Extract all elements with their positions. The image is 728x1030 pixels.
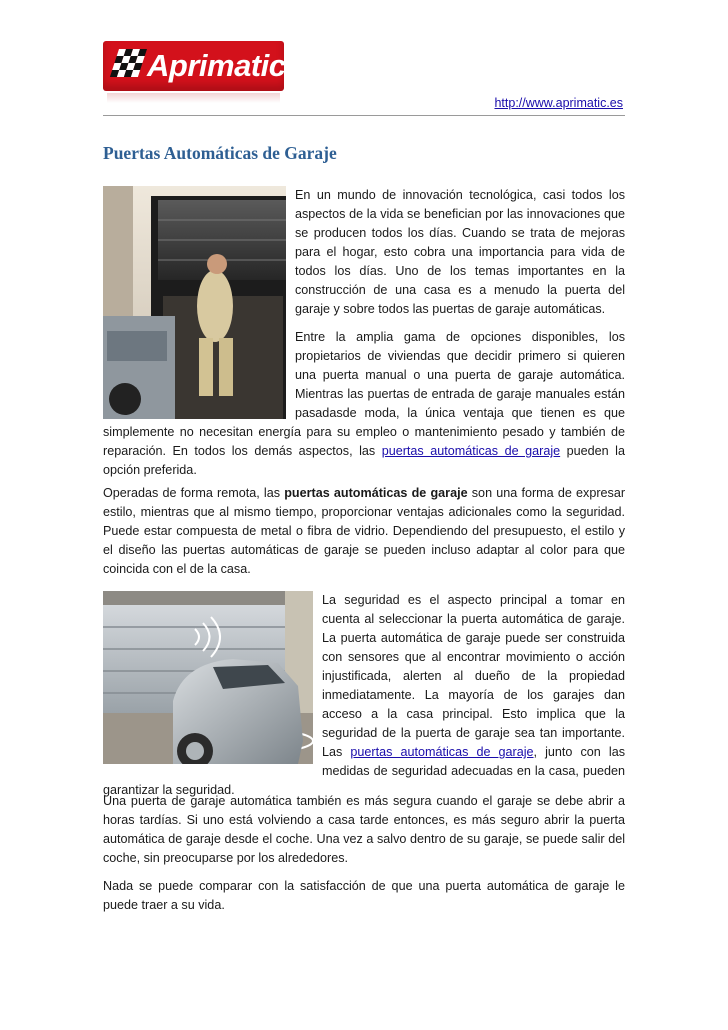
logo-reflection xyxy=(107,93,280,103)
header-divider xyxy=(103,115,625,116)
paragraph-1: En un mundo de innovación tecnológica, casi todos los aspectos de la vida se benefician por las innovaciones que se producen todos los días. Cuando se trata de mejoras para el hogar, esto cobra una importancia para vida de todos los días. Uno de los temas importantes en la construcción de una casa es a menudo la puerta del garaje y sobre todos las puertas de garaje automáticas. xyxy=(295,188,625,316)
car-remote-garage-door-photo xyxy=(103,591,313,764)
page-title: Puertas Automáticas de Garaje xyxy=(103,143,337,163)
aprimatic-logo xyxy=(103,41,284,103)
article-section-4 xyxy=(103,792,625,924)
article-section-3 xyxy=(103,591,625,809)
article-section-2 xyxy=(103,484,625,588)
paragraph-2: Entre la amplia gama de opciones disponibles, los propietarios de viviendas que decidir primero si quieren una puerta manual o una puerta de garaje automática. Mientras las puertas de entrada de garaje manuales están pasadasde moda, la única ventaja que tienen es que simplemente no necesitan energía para su empleo o mantenimiento pesado y también de reparación. En todos los demás aspectos, las puertas automáticas de garaje pueden la opción preferida. xyxy=(103,330,625,477)
paragraph-3: Operadas de forma remota, las puertas automáticas de garaje son una forma de expresar estilo, mientras que al mismo tiempo, proporcionar ventajas adicionales como la seguridad. Puede estar compuesta de metal o fibra de vidrio. Dependiendo del presupuesto, el estilo y el diseño las puertas automáticas de garaje se pueden incluso adaptar al color para que coincida con el de la casa. xyxy=(103,486,626,576)
paragraph-4: La seguridad es el aspecto principal a tomar en cuenta al seleccionar la puerta automática de garaje. La puerta automática de garaje puede ser construida con sensores que al encontrar movimiento o acción injustificada, alerten al dueño de la propiedad inmediatamente. La mayoría de los garajes dan acceso a la casa principal. Esto implica que la seguridad de la puerta de garaje sea tan importante. Las puertas automáticas de garaje, junto con las medidas de seguridad adecuadas en la casa, pueden garantizar la seguridad. xyxy=(103,593,625,797)
logo-text: Aprimatic xyxy=(147,48,286,83)
website-url-link[interactable]: http://www.aprimatic.es xyxy=(494,96,623,110)
checkered-flag-icon xyxy=(109,49,147,83)
paragraph-6: Nada se puede comparar con la satisfacción de que una puerta automática de garaje le puede traer a su vida. xyxy=(103,879,625,912)
garage-doors-link-2[interactable]: puertas automáticas de garaje xyxy=(350,745,534,759)
paragraph-5: Una puerta de garaje automática también es más segura cuando el garaje se debe abrir a horas tardías. Si uno está volviendo a casa tarde entonces, es más seguro abrir la puerta automática de garaje desde el coche. Una vez a salvo dentro de su garaje, se puede salir del coche, sin preocuparse por los alrededores. xyxy=(103,794,625,865)
article-section-1 xyxy=(103,186,625,489)
logo-plate xyxy=(103,41,284,91)
garage-doors-link-1[interactable]: puertas automáticas de garaje xyxy=(381,444,561,458)
man-opening-garage-door-photo xyxy=(103,186,286,419)
